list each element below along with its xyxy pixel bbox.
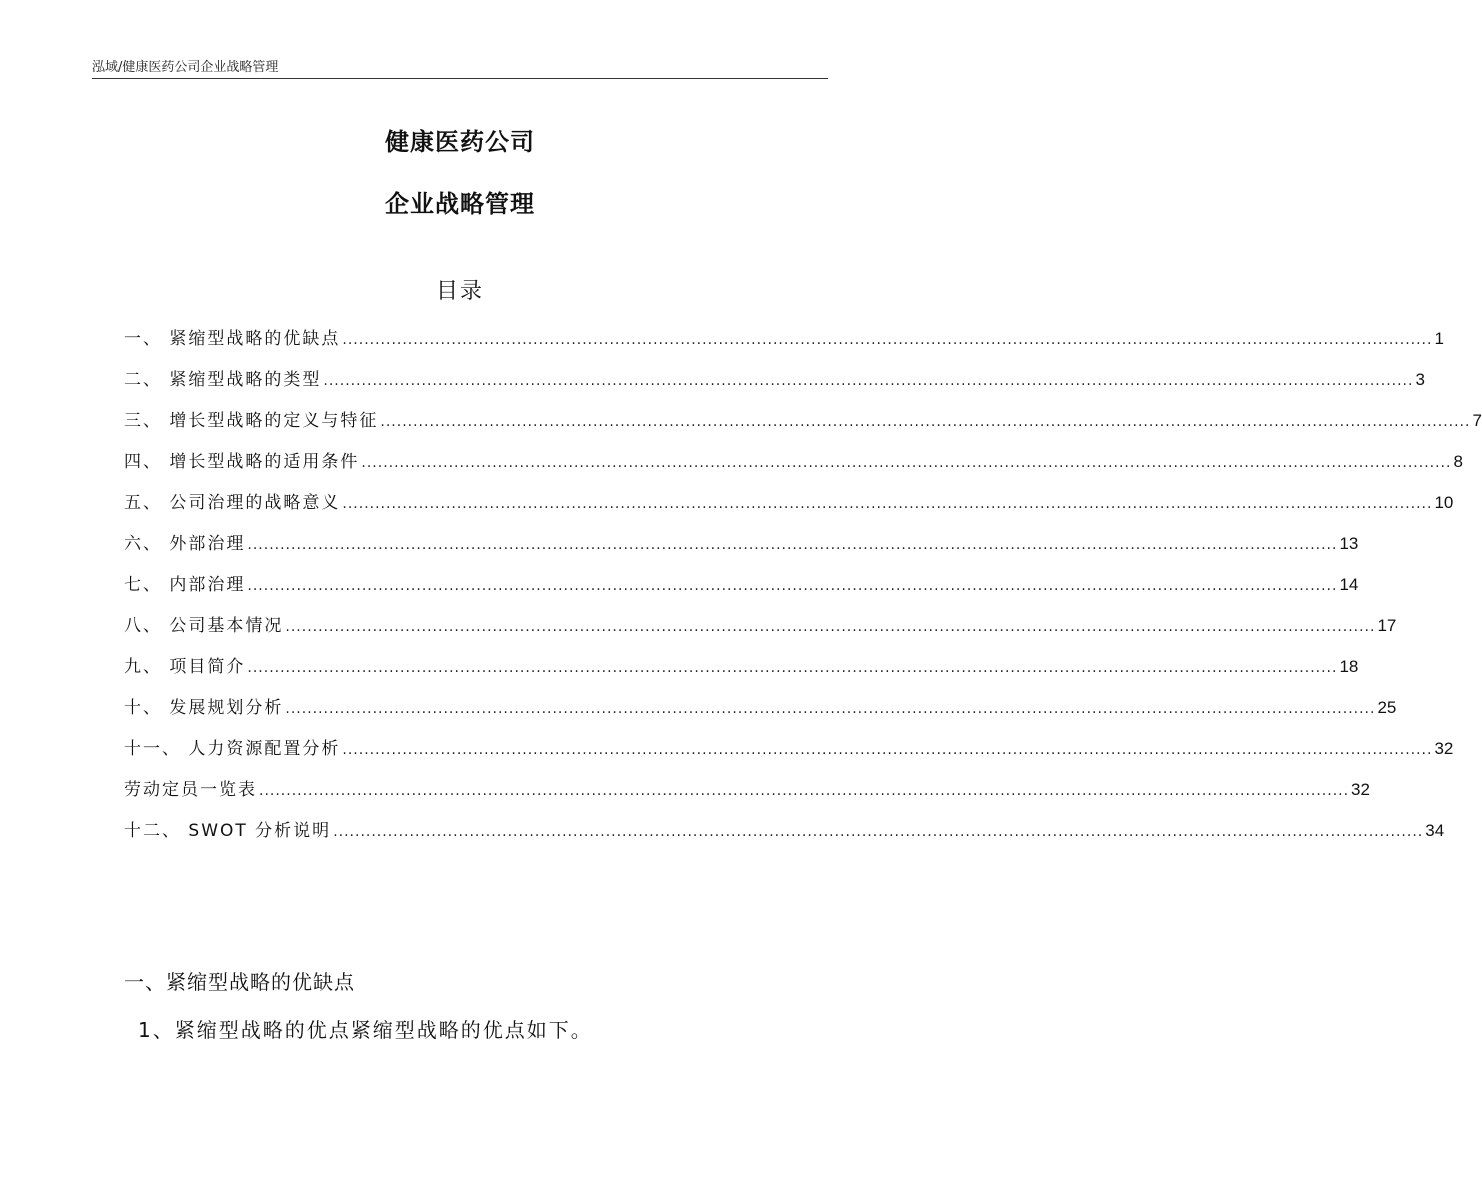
- toc-leader-dots: ........................................................................................................................................................................................................: [342, 496, 1433, 512]
- toc-entry-label: 七、 内部治理: [124, 575, 246, 595]
- document-subtitle: 企业战略管理: [385, 190, 535, 218]
- toc-leader-dots: ........................................................................................................................................................................................................: [380, 414, 1471, 430]
- toc-leader-dots: ........................................................................................................................................................................................................: [259, 783, 1350, 799]
- toc-entry-label: 九、 项目简介: [124, 657, 246, 677]
- toc-entry[interactable]: [124, 570, 1359, 611]
- toc-entry-label: 一、 紧缩型战略的优缺点: [124, 329, 341, 349]
- toc-leader-dots: ........................................................................................................................................................................................................: [333, 824, 1424, 840]
- toc-entry-label: 劳动定员一览表: [124, 780, 257, 800]
- toc-entry-page: 3: [1415, 370, 1425, 389]
- toc-leader-dots: ........................................................................................................................................................................................................: [247, 660, 1338, 676]
- toc-leader-dots: ........................................................................................................................................................................................................: [342, 332, 1433, 348]
- toc-entry[interactable]: [124, 734, 1454, 775]
- toc-entry[interactable]: [124, 529, 1359, 570]
- toc-leader-dots: ........................................................................................................................................................................................................: [247, 537, 1338, 553]
- toc-entry[interactable]: [124, 816, 1445, 857]
- toc-entry-page: 25: [1377, 698, 1397, 717]
- toc-entry-page: 14: [1339, 575, 1359, 594]
- toc-entry[interactable]: [124, 406, 1482, 447]
- toc-entry[interactable]: [124, 324, 1444, 365]
- toc-entry-label: 十、 发展规划分析: [124, 698, 284, 718]
- toc-leader-dots: ........................................................................................................................................................................................................: [247, 578, 1338, 594]
- table-of-contents: [124, 324, 1482, 857]
- toc-entry-page: 8: [1453, 452, 1463, 471]
- body-paragraph: 1、紧缩型战略的优点紧缩型战略的优点如下。: [138, 1018, 593, 1042]
- toc-entry[interactable]: [124, 652, 1359, 693]
- toc-entry-page: 32: [1434, 739, 1454, 758]
- toc-entry-label: 十一、 人力资源配置分析: [124, 739, 341, 759]
- toc-entry-page: 17: [1377, 616, 1397, 635]
- toc-entry-page: 18: [1339, 657, 1359, 676]
- toc-entry[interactable]: [124, 693, 1397, 734]
- toc-entry-label: 四、 增长型战略的适用条件: [124, 452, 360, 472]
- toc-leader-dots: ........................................................................................................................................................................................................: [285, 619, 1376, 635]
- toc-entry-label: 五、 公司治理的战略意义: [124, 493, 341, 513]
- toc-entry[interactable]: [124, 447, 1463, 488]
- toc-leader-dots: ........................................................................................................................................................................................................: [285, 701, 1376, 717]
- running-header: 泓域/健康医药公司企业战略管理: [92, 60, 279, 75]
- toc-entry-page: 1: [1434, 329, 1444, 348]
- toc-entry-label: 八、 公司基本情况: [124, 616, 284, 636]
- toc-entry-page: 10: [1434, 493, 1454, 512]
- toc-entry-label: 十二、 SWOT 分析说明: [124, 821, 332, 841]
- toc-entry[interactable]: [124, 775, 1370, 816]
- toc-entry-label: 六、 外部治理: [124, 534, 246, 554]
- toc-entry[interactable]: [124, 611, 1397, 652]
- toc-entry[interactable]: [124, 365, 1425, 406]
- toc-entry-page: 13: [1339, 534, 1359, 553]
- toc-entry-label: 二、 紧缩型战略的类型: [124, 370, 322, 390]
- toc-entry-page: 32: [1351, 780, 1370, 799]
- toc-entry[interactable]: [124, 488, 1454, 529]
- toc-entry-page: 7: [1472, 411, 1482, 430]
- section-heading: 一、紧缩型战略的优缺点: [124, 970, 355, 994]
- header-rule: [92, 78, 828, 79]
- document-title: 健康医药公司: [385, 128, 535, 156]
- toc-heading: 目录: [435, 279, 484, 304]
- toc-leader-dots: ........................................................................................................................................................................................................: [342, 742, 1433, 758]
- toc-leader-dots: ........................................................................................................................................................................................................: [361, 455, 1452, 471]
- toc-entry-page: 34: [1425, 821, 1445, 840]
- toc-leader-dots: ........................................................................................................................................................................................................: [323, 373, 1414, 389]
- toc-entry-label: 三、 增长型战略的定义与特征: [124, 411, 379, 431]
